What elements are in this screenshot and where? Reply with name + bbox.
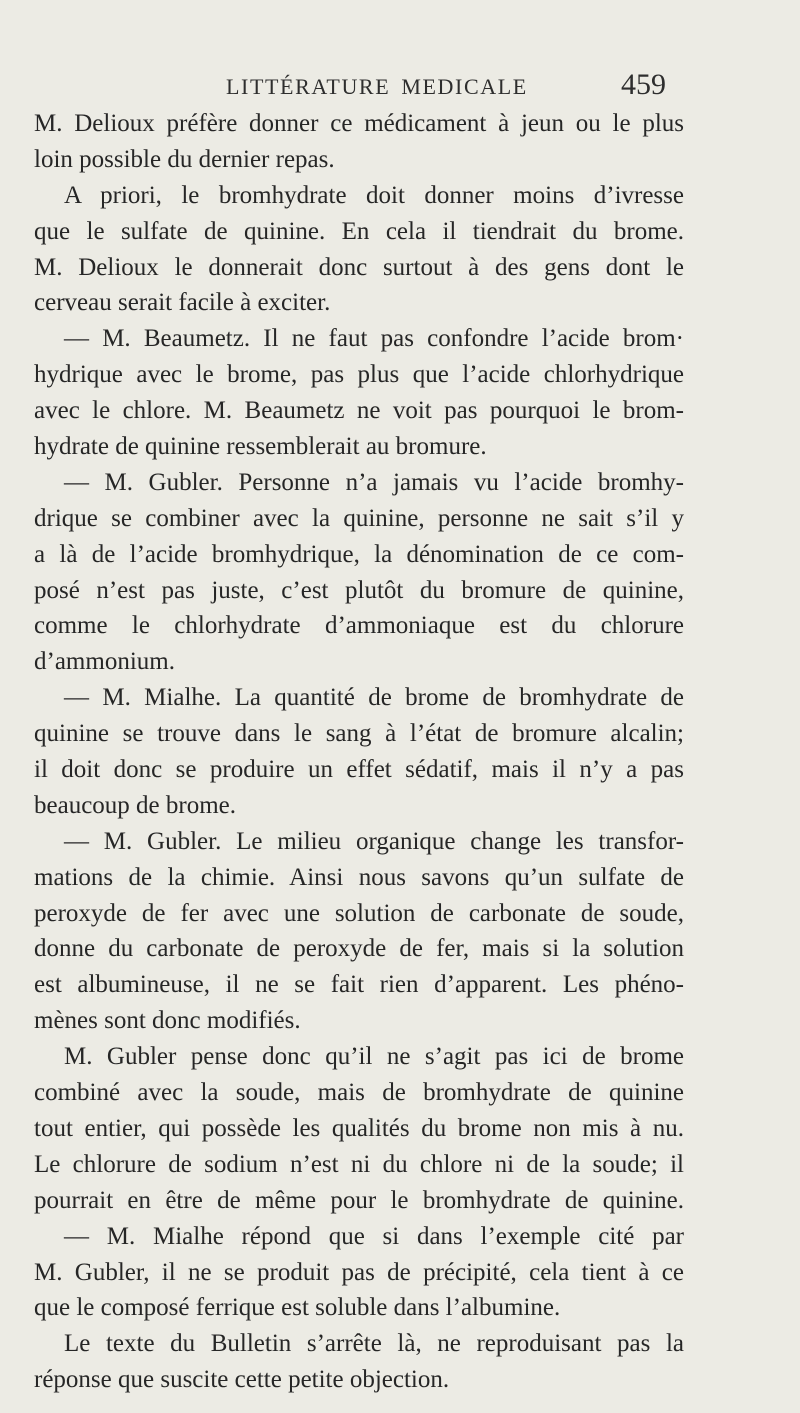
text-line: — M. Mialhe. La quantité de brome de bromhydrate de [64, 684, 684, 712]
text-line: hydrate de quinine ressemblerait au bromure. [34, 433, 487, 461]
text-line: — M. Beaumetz. Il ne faut pas confondre l’acide brom· [64, 325, 684, 353]
text-line: est albumineuse, il ne se fait rien d’apparent. Les phéno- [34, 971, 684, 999]
page-header [0, 68, 800, 108]
text-line: M. Gubler pense donc qu’il ne s’agit pas ici de brome [64, 1043, 684, 1071]
text-line: que le composé ferrique est soluble dans l’albumine. [34, 1294, 561, 1322]
text-line: hydrique avec le brome, pas plus que l’acide chlorhydrique [34, 361, 684, 389]
text-line: M. Delioux le donnerait donc surtout à des gens dont le [34, 253, 684, 281]
text-line: A priori, le bromhydrate doit donner moins d’ivresse [64, 181, 684, 209]
text-line: M. Gubler, il ne se produit pas de précipité, cela tient à ce [34, 1258, 684, 1286]
text-line: — M. Gubler. Personne n’a jamais vu l’acide bromhy- [64, 468, 684, 496]
text-line: d’ammonium. [34, 648, 175, 676]
text-line: drique se combiner avec la quinine, personne ne sait s’il y [34, 504, 684, 532]
text-line: que le sulfate de quinine. En cela il tiendrait du brome. [34, 217, 684, 245]
text-line: avec le chlore. M. Beaumetz ne voit pas pourquoi le brom- [34, 397, 684, 425]
text-line: Le chlorure de sodium n’est ni du chlore ni de la soude; il [34, 1150, 684, 1178]
text-line: combiné avec la soude, mais de bromhydrate de quinine [34, 1079, 684, 1107]
text-line: peroxyde de fer avec une solution de carbonate de soude, [34, 899, 684, 927]
text-line: posé n’est pas juste, c’est plutôt du bromure de quinine, [34, 576, 684, 604]
text-line: Le texte du Bulletin s’arrête là, ne reproduisant pas la [64, 1330, 684, 1358]
text-line: pourrait en être de même pour le bromhydrate de quinine. [34, 1186, 684, 1214]
text-line: M. Delioux préfère donner ce médicament à jeun ou le plus [34, 110, 684, 137]
body-text [34, 106, 684, 1398]
text-line: a là de l’acide bromhydrique, la dénomination de ce com- [34, 540, 684, 568]
text-line: mations de la chimie. Ainsi nous savons qu’un sulfate de [34, 863, 684, 891]
text-line: cerveau serait facile à exciter. [34, 289, 331, 317]
text-line: réponse que suscite cette petite objection. [34, 1366, 450, 1394]
text-line: tout entier, qui possède les qualités du brome non mis à nu. [34, 1114, 684, 1142]
text-line: beaucoup de brome. [34, 791, 237, 819]
text-line: — M. Mialhe répond que si dans l’exemple cité par [64, 1222, 684, 1250]
text-line: loin possible du dernier repas. [34, 145, 335, 173]
text-line: donne du carbonate de peroxyde de fer, mais si la solution [34, 935, 684, 963]
running-title: LITTÉRATURE MEDICALE [226, 74, 528, 99]
text-line: il doit donc se produire un effet sédatif, mais il n’y a pas [34, 756, 684, 784]
text-line: — M. Gubler. Le milieu organique change les transfor- [64, 827, 684, 855]
text-line: comme le chlorhydrate d’ammoniaque est du chlorure [34, 612, 684, 640]
text-line: mènes sont donc modifiés. [34, 1007, 301, 1035]
text-line: quinine se trouve dans le sang à l’état de bromure alcalin; [34, 720, 684, 748]
page-number: 459 [621, 68, 666, 101]
